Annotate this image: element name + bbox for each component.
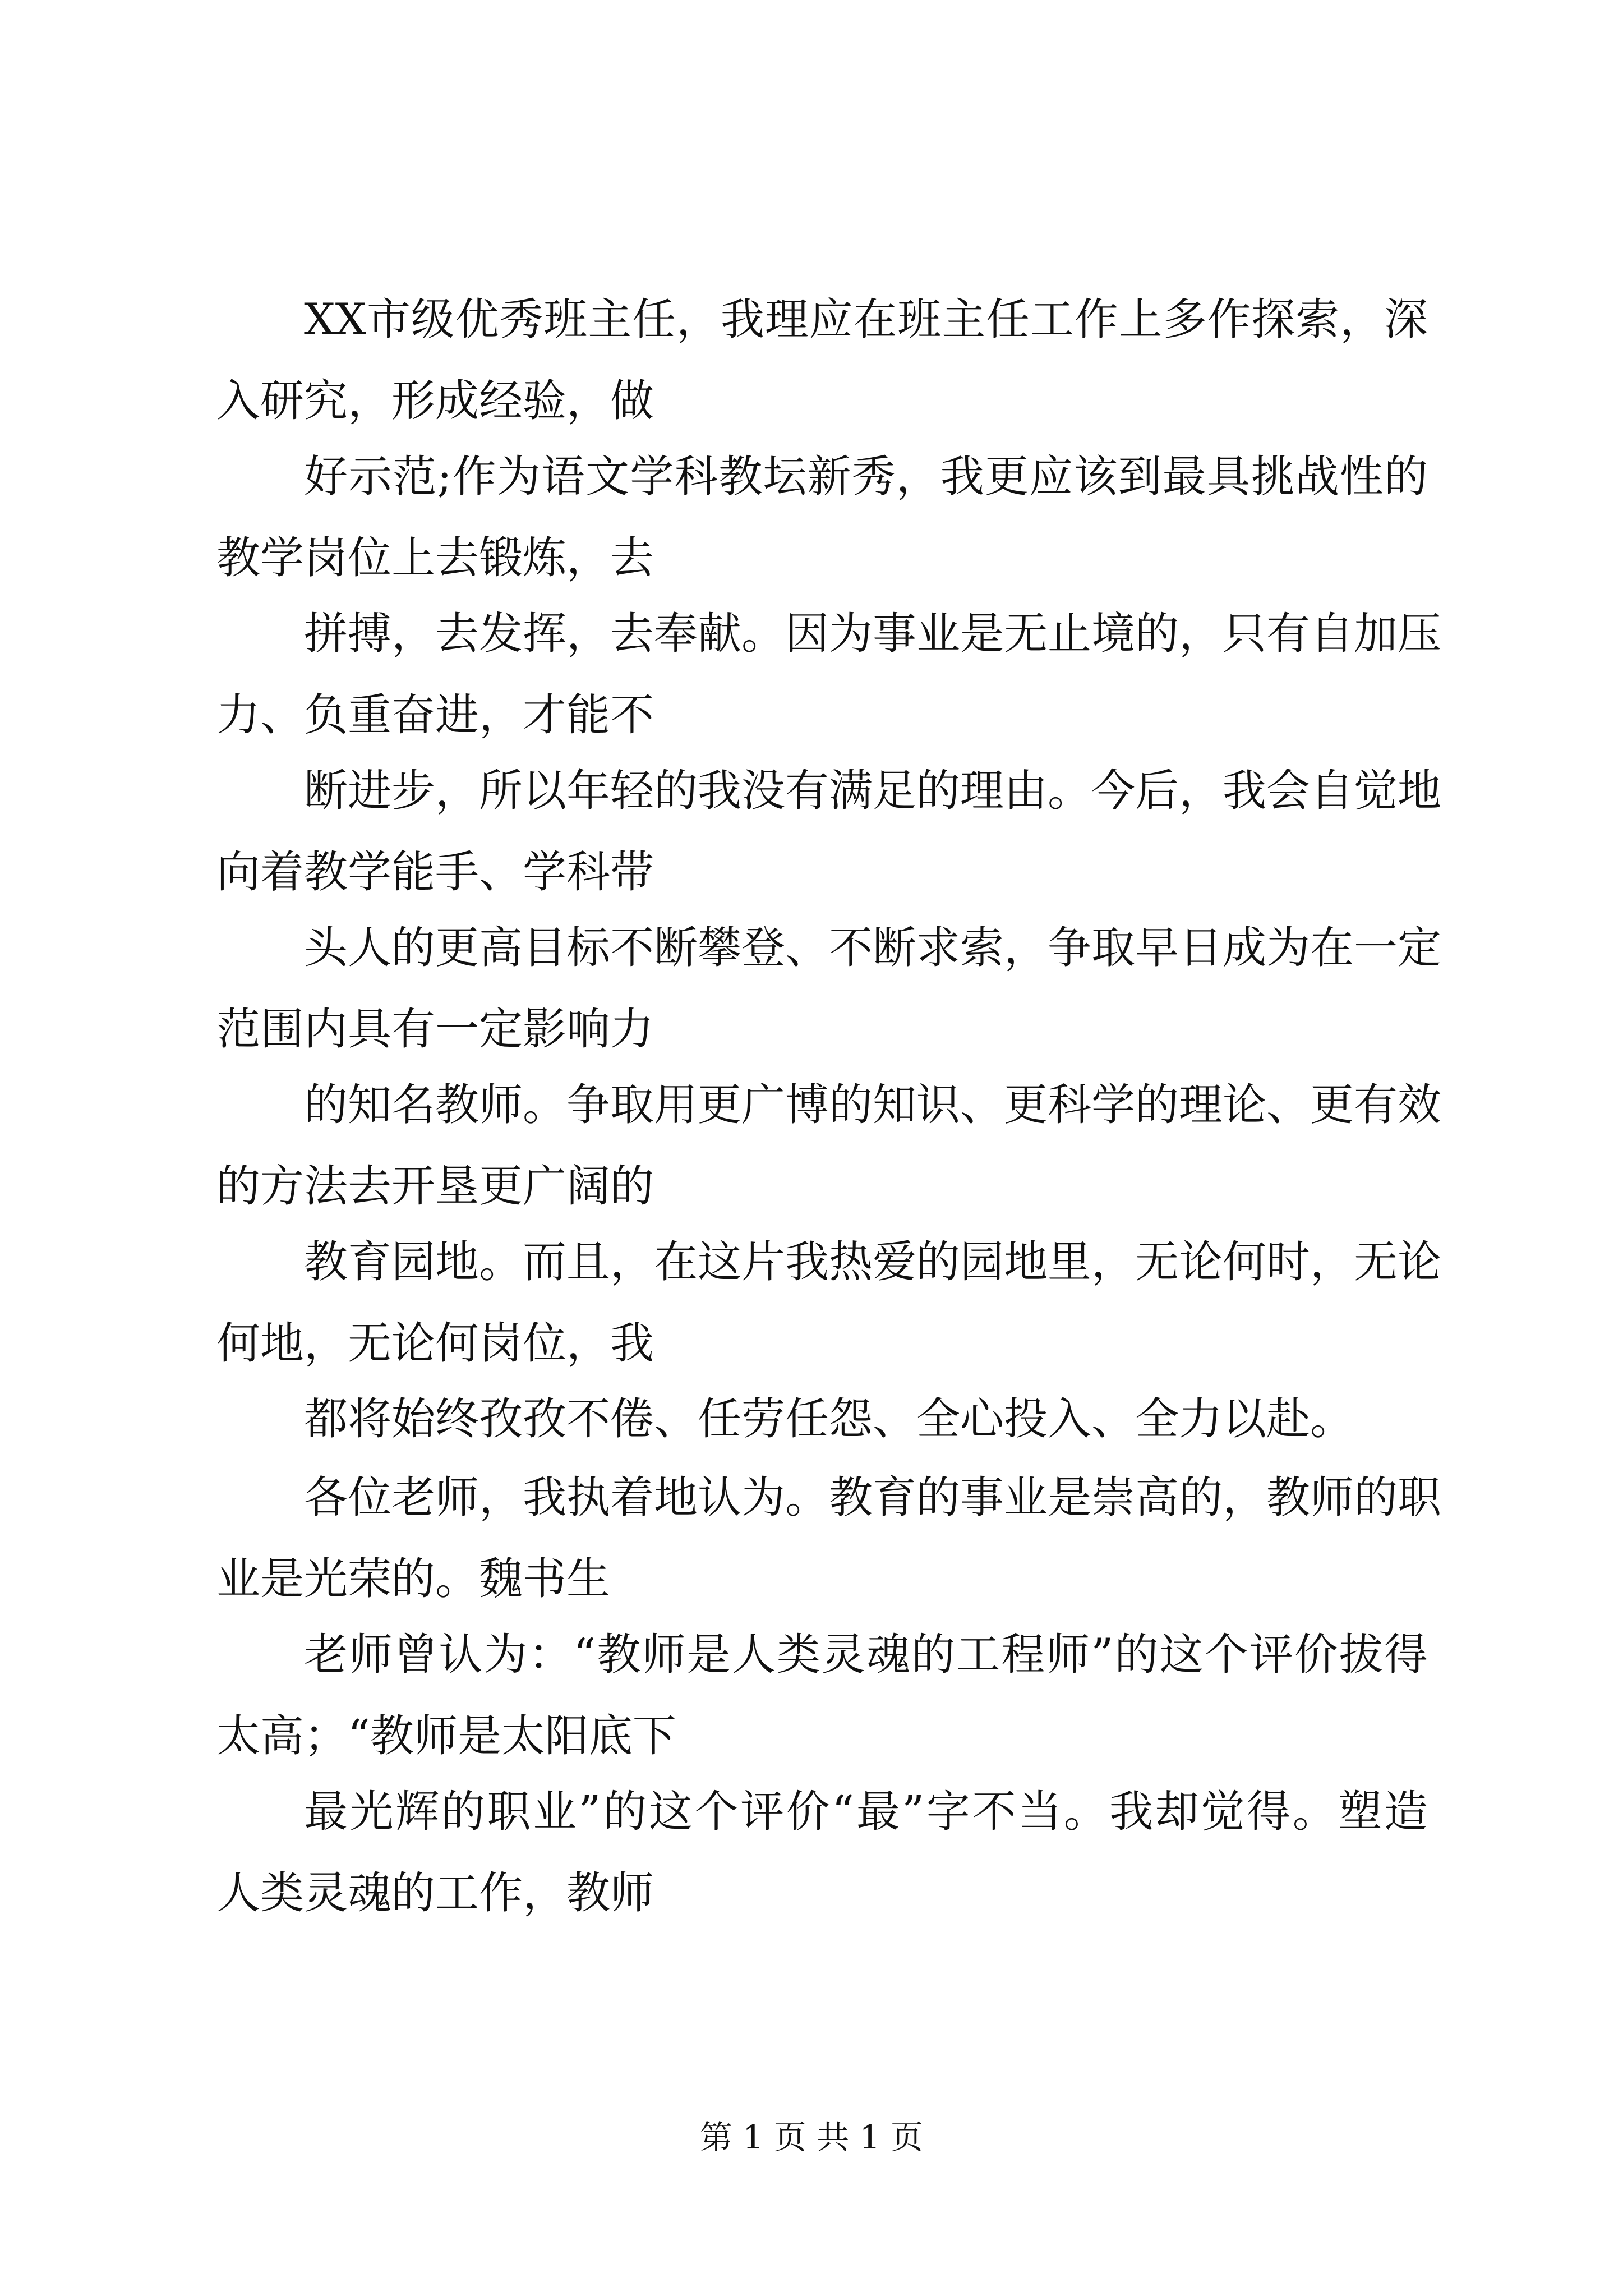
text-line: 好示范;作为语文学科教坛新秀，我更应该到最具挑战性的 xyxy=(304,452,1428,502)
text-line: 拼搏，去发挥，去奉献。因为事业是无止境的，只有自加压 xyxy=(304,609,1442,659)
text-line: 各位老师，我执着地认为。教育的事业是崇高的，教师的职 xyxy=(304,1473,1442,1523)
text-line: 何地，无论何岗位，我 xyxy=(216,1318,654,1369)
text-line: 老师曾认为：“教师是人类灵魂的工程师”的这个评价拔得 xyxy=(304,1630,1428,1680)
text-line: 的方法去开垦更广阔的 xyxy=(216,1161,654,1212)
text-line: 太高；“教师是太阳底下 xyxy=(216,1711,676,1761)
text-line: 业是光荣的。魏书生 xyxy=(216,1554,611,1604)
text-line: 的知名教师。争取用更广博的知识、更科学的理论、更有效 xyxy=(304,1080,1442,1130)
text-line: XX市级优秀班主任，我理应在班主任工作上多作探索，深 xyxy=(304,295,1428,345)
text-line: 教学岗位上去锻炼，去 xyxy=(216,533,654,583)
text-line: 头人的更高目标不断攀登、不断求索，争取早日成为在一定 xyxy=(304,923,1442,973)
text-line: 断进步，所以年轻的我没有满足的理由。今后，我会自觉地 xyxy=(304,766,1442,816)
text-line: 最光辉的职业”的这个评价“最”字不当。我却觉得。塑造 xyxy=(304,1787,1428,1837)
page-number-footer: 第 1 页 共 1 页 xyxy=(700,2118,923,2156)
text-line: 都将始终孜孜不倦、任劳任怨、全心投入、全力以赴。 xyxy=(304,1394,1354,1444)
text-line: 教育园地。而且，在这片我热爱的园地里，无论何时，无论 xyxy=(304,1237,1442,1287)
text-line: 入研究，形成经验，做 xyxy=(216,376,654,426)
text-line: 范围内具有一定影响力 xyxy=(216,1004,654,1055)
text-line: 力、负重奋进，才能不 xyxy=(216,690,654,740)
text-line: 向着教学能手、学科带 xyxy=(216,847,654,898)
text-line: 人类灵魂的工作，教师 xyxy=(216,1868,654,1918)
